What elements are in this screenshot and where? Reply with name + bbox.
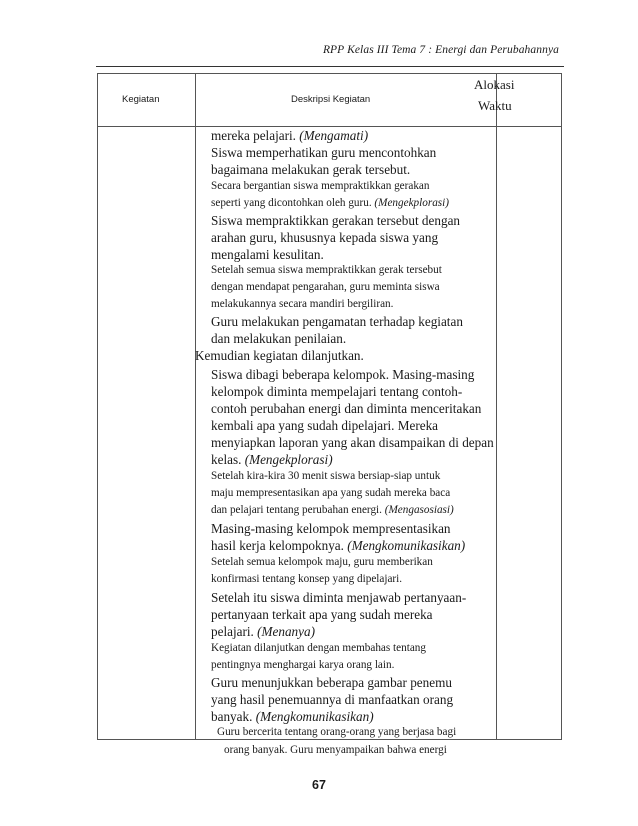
description-line [224, 744, 447, 756]
description-line [211, 128, 368, 144]
description-line [211, 504, 454, 516]
description-text: Siswa mempraktikkan gerakan tersebut dengan [211, 213, 461, 228]
activity-stage-label: (Mengkomunikasikan) [347, 538, 466, 553]
description-line [211, 367, 474, 383]
description-text: menyiapkan laporan yang akan disampaikan di depan [211, 435, 494, 450]
description-text: orang banyak. Guru menyampaikan bahwa energi [224, 744, 447, 756]
description-line [211, 607, 433, 623]
description-text: Guru bercerita tentang orang-orang yang berjasa bagi [217, 726, 457, 738]
description-line [211, 624, 315, 640]
page-number: 67 [312, 778, 326, 792]
description-line [211, 487, 450, 499]
description-text: contoh perubahan energi dan diminta menceritakan [211, 401, 482, 416]
description-line [211, 145, 436, 161]
description-text: kembali apa yang sudah dipelajari. Mereka [211, 418, 439, 433]
description-text: maju mempresentasikan apa yang sudah mereka baca [211, 487, 451, 499]
column-divider-alokasi [496, 74, 497, 739]
running-header: RPP Kelas III Tema 7 : Energi dan Perubahannya [322, 44, 559, 56]
description-line [217, 726, 456, 738]
description-text: mengalami kesulitan. [211, 247, 324, 262]
description-line [211, 264, 442, 276]
description-text: yang hasil penemuannya di manfaatkan orang [211, 692, 454, 707]
description-line [211, 538, 465, 554]
activity-stage-label: (Mengkomunikasikan) [255, 709, 374, 724]
description-line [211, 298, 393, 310]
description-line [195, 348, 364, 364]
description-text: Setelah kira-kira 30 menit siswa bersiap-siap untuk [211, 470, 441, 482]
description-text: Siswa dibagi beberapa kelompok. Masing-masing [211, 367, 475, 382]
description-text: konfirmasi tentang konsep yang dipelajari. [211, 573, 403, 585]
description-line [211, 435, 494, 451]
header-rule [96, 66, 564, 67]
description-line [211, 314, 463, 330]
description-line [211, 692, 453, 708]
description-text: pentingnya menghargai karya orang lain. [211, 659, 395, 671]
description-line [211, 180, 429, 192]
description-line [211, 247, 324, 263]
description-line [211, 642, 426, 654]
activity-table [97, 73, 562, 756]
description-text: Secara bergantian siswa mempraktikkan gerakan [211, 180, 430, 192]
description-line [211, 213, 460, 229]
description-line [211, 281, 440, 293]
description-text: Guru melakukan pengamatan terhadap kegiatan [211, 314, 463, 329]
description-text: Kemudian kegiatan dilanjutkan. [195, 348, 364, 363]
column-header-alokasi: Alokasi [474, 77, 515, 92]
description-line [211, 418, 438, 434]
description-text: bagaimana melakukan gerak tersebut. [211, 162, 411, 177]
description-line [211, 573, 402, 585]
description-line [211, 452, 333, 468]
description-line [211, 709, 374, 725]
description-line [211, 197, 449, 209]
description-line [211, 590, 466, 606]
description-line [211, 521, 451, 537]
description-text: pertanyaan terkait apa yang sudah mereka [211, 607, 433, 622]
description-text: dan melakukan penilaian. [211, 331, 347, 346]
description-text: melakukannya secara mandiri bergiliran. [211, 298, 394, 310]
description-line [211, 556, 433, 568]
description-text: Masing-masing kelompok mempresentasikan [211, 521, 451, 536]
description-text: banyak. [211, 709, 256, 724]
description-line [211, 331, 346, 347]
column-header-deskripsi: Deskripsi Kegiatan [291, 94, 371, 105]
description-text: Kegiatan dilanjutkan dengan membahas tentang [211, 642, 426, 654]
activity-stage-label: (Mengekplorasi) [244, 452, 333, 467]
activity-stage-label: (Mengasosiasi) [384, 504, 454, 516]
header-row-divider [98, 126, 561, 127]
description-text: Siswa memperhatikan guru mencontohkan [211, 145, 437, 160]
description-text: kelas. [211, 452, 245, 467]
description-line [211, 401, 481, 417]
description-text: Setelah semua kelompok maju, guru memberikan [211, 556, 433, 568]
description-text: dengan mendapat pengarahan, guru meminta siswa [211, 281, 440, 293]
description-line [211, 659, 394, 671]
activity-stage-label: (Mengekplorasi) [374, 197, 449, 209]
description-line [211, 675, 452, 691]
description-text: kelompok diminta mempelajari tentang contoh- [211, 384, 463, 399]
description-text: mereka pelajari. [211, 128, 300, 143]
description-text: Guru menunjukkan beberapa gambar penemu [211, 675, 452, 690]
description-text: arahan guru, khususnya kepada siswa yang [211, 230, 439, 245]
description-line [211, 470, 440, 482]
description-text: hasil kerja kelompoknya. [211, 538, 348, 553]
description-text: seperti yang dicontohkan oleh guru. [211, 197, 375, 209]
activity-stage-label: (Mengamati) [299, 128, 369, 143]
column-header-kegiatan: Kegiatan [122, 94, 160, 105]
column-header-waktu: Waktu [478, 98, 512, 113]
description-text: Setelah semua siswa mempraktikkan gerak tersebut [211, 264, 442, 276]
description-line [211, 384, 462, 400]
description-line [211, 230, 438, 246]
description-line [211, 162, 410, 178]
description-text: pelajari. [211, 624, 258, 639]
description-text: dan pelajari tentang perubahan energi. [211, 504, 385, 516]
column-divider-kegiatan [195, 74, 196, 739]
description-text: Setelah itu siswa diminta menjawab pertanyaan- [211, 590, 467, 605]
activity-stage-label: (Menanya) [257, 624, 315, 639]
